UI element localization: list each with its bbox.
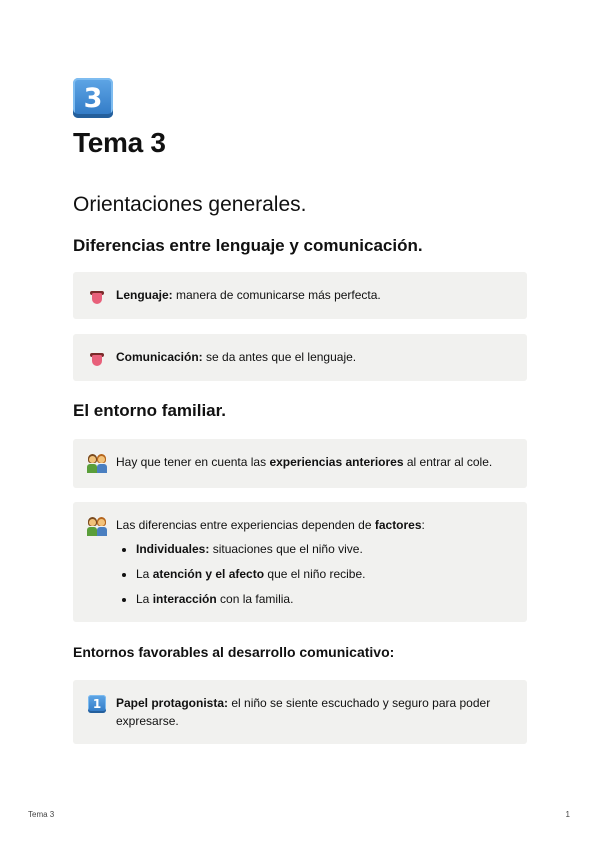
page-number: 1 [565,810,570,819]
keycap-1-icon: 1 [88,695,106,713]
text-before: Hay que tener en cuenta las [116,454,270,469]
callout-lenguaje [73,272,527,319]
text-bold: Papel protagonista: [116,696,229,711]
list-item: • La atención y el afecto que el niño recibe. [136,565,513,583]
text-before: Las diferencias entre experiencias dependen de [116,517,375,532]
keycap-number: 3 [83,82,103,114]
list-item: • La interacción con la familia. [136,590,513,608]
text-after: : [421,517,425,532]
subheading-entornos-favorables: Entornos favorables al desarrollo comunicativo: [73,643,395,660]
subheading-diferencias: Diferencias entre lenguaje y comunicación. [73,235,423,255]
callout-term: Comunicación: [116,350,203,365]
list-item: • Individuales: situaciones que el niño vive. [136,540,513,558]
page-title: Tema 3 [73,127,166,158]
callout-text: se da antes que el lenguaje. [202,350,357,365]
subheading-entorno-familiar: El entorno familiar. [73,401,227,421]
footer-title: Tema 3 [28,810,55,819]
section-heading: Orientaciones generales. [73,192,307,216]
document-page [73,78,527,744]
callout-papel-protagonista [73,680,527,744]
tongue-icon [88,287,106,305]
text-after: al entrar al cole. [403,454,493,469]
text-bold: experiencias anteriores [269,454,404,469]
keycap-3-icon [73,78,113,118]
family-icon [87,454,107,474]
tongue-icon [88,349,106,367]
text-after: el niño se siente escuchado y seguro para poder expresarse. [116,696,491,729]
callout-text: manera de comunicarse más perfecta. [172,288,381,303]
callout-comunicacion [73,334,527,381]
factor-list [116,540,513,608]
text-bold: factores [374,517,422,532]
family-icon [87,517,107,537]
callout-factores [73,502,527,622]
callout-term: Lenguaje: [116,288,173,303]
callout-experiencias [73,439,527,488]
